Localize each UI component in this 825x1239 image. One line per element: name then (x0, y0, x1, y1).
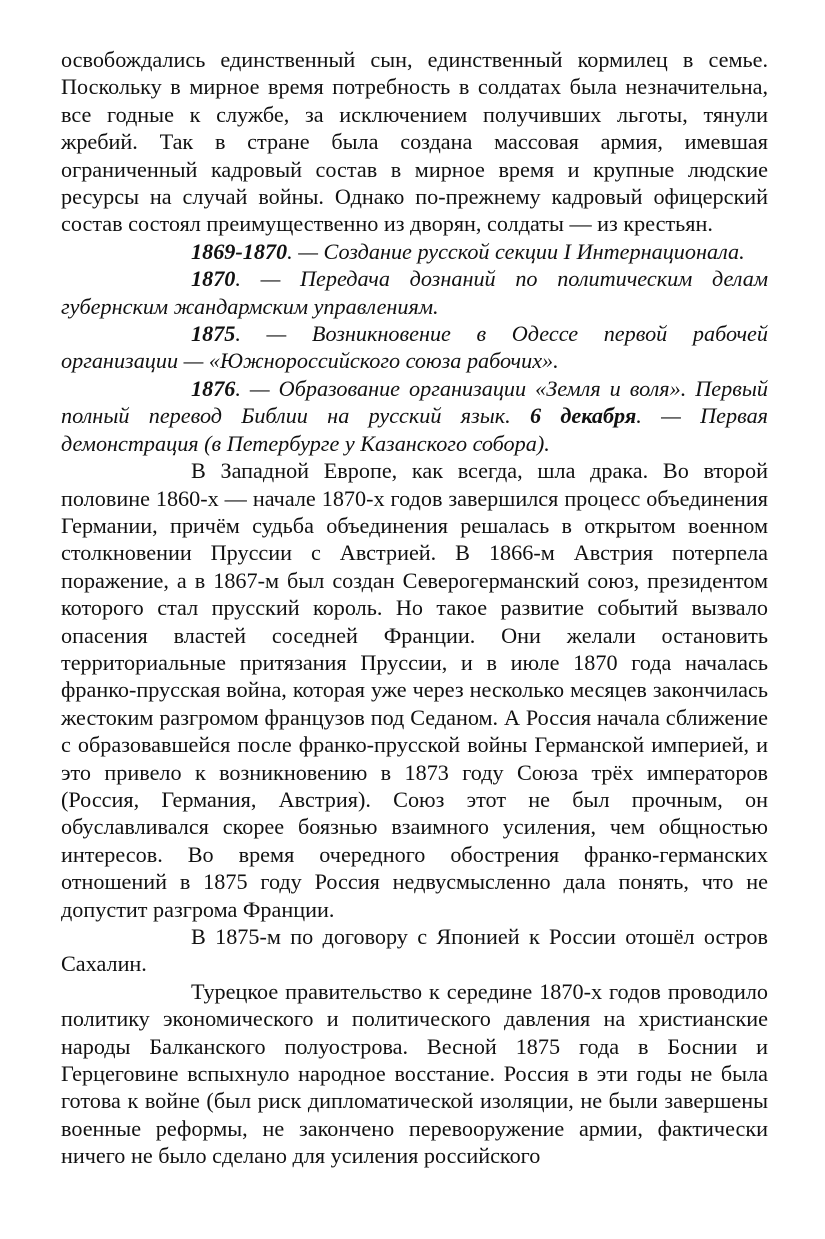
chronology-entry-1875 (61, 320, 768, 375)
chronology-date: 1875 (191, 321, 236, 347)
chronology-entry-1876 (61, 375, 768, 457)
paragraph-western-europe: В Западной Европе, как всегда, шла драка. Во второй половине 1860-х — начале 1870-х годов завершился процесс объединения Германии, причём судьба объединения решалась в открытом военном столкновении Пруссии с Австрией. В 1866-м Австрия потерпела поражение, а в 1867-м был создан Северогерманский союз, президентом которого стал прусский король. Но такое развитие событий вызвало опасения властей соседней Франции. Они желали остановить территориальные притязания Пруссии, и в июле 1870 года началась франко-прусская война, которая уже через несколько месяцев закончилась жестоким разгромом французов под Седаном. А Россия начала сближение с образовавшейся после франко-прусской войны Германской империей, и это привело к возникновению в 1873 году Союза трёх императоров (Россия, Германия, Австрия). Союз этот не был прочным, он обуславливался скорее боязнью взаимного усиления, чем общностью интересов. Во время очередного обострения франко-германских отношений в 1875 году Россия недвусмысленно дала понять, что не допустит разгрома Франции. (61, 458, 768, 922)
chronology-date: 1870 (191, 266, 236, 292)
chronology-date: 1876 (191, 375, 236, 401)
chronology-text: . — Возникновение в Одессе первой рабочей организации — «Южнороссийского союза рабочих». (61, 321, 768, 374)
chronology-text: . — Образование организации «Земля и воля». Первый полный перевод Библии на русский язык. (61, 375, 768, 429)
chronology-date: 1869-1870 (191, 238, 288, 264)
document-page (61, 46, 768, 1170)
paragraph-balkans: Турецкое правительство к середине 1870-х годов проводило политику экономического и политического давления на христианские народы Балканского полуострова. Весной 1875 года в Боснии и Герцеговине вспыхнуло народное восстание. Россия в эти годы не была готова к войне (был риск дипломатической изоляции, не были завершены военные реформы, не закончено перевооружение армии, фактически ничего не было сделано для усиления российского (61, 978, 768, 1169)
chronology-entry-1869 (61, 238, 768, 265)
chronology-text: . — Создание русской секции I Интернационала. (287, 238, 745, 264)
chronology-text-secondary: . — Первая демонстрация (в Петербурге у Казанского собора). (61, 403, 768, 456)
paragraph-sakhalin: В 1875-м по договору с Японией к России отошёл остров Сахалин. (61, 924, 768, 977)
chronology-date-secondary: 6 декабря (529, 403, 637, 429)
paragraph-conscription: освобождались единственный сын, единственный кормилец в семье. Поскольку в мирное время потребность в солдатах была незначительна, все годные к службе, за исключением получивших льготы, тянули жребий. Так в стране была создана массовая армия, имевшая ограниченный кадровый состав в мирное время и крупные людские ресурсы на случай войны. Однако по-прежнему кадровый офицерский состав состоял преимущественно из дворян, солдаты — из крестьян. (61, 47, 768, 237)
chronology-entry-1870 (61, 265, 768, 320)
chronology-text: . — Передача дознаний по политическим делам губернским жандармским управлениям. (61, 266, 768, 319)
